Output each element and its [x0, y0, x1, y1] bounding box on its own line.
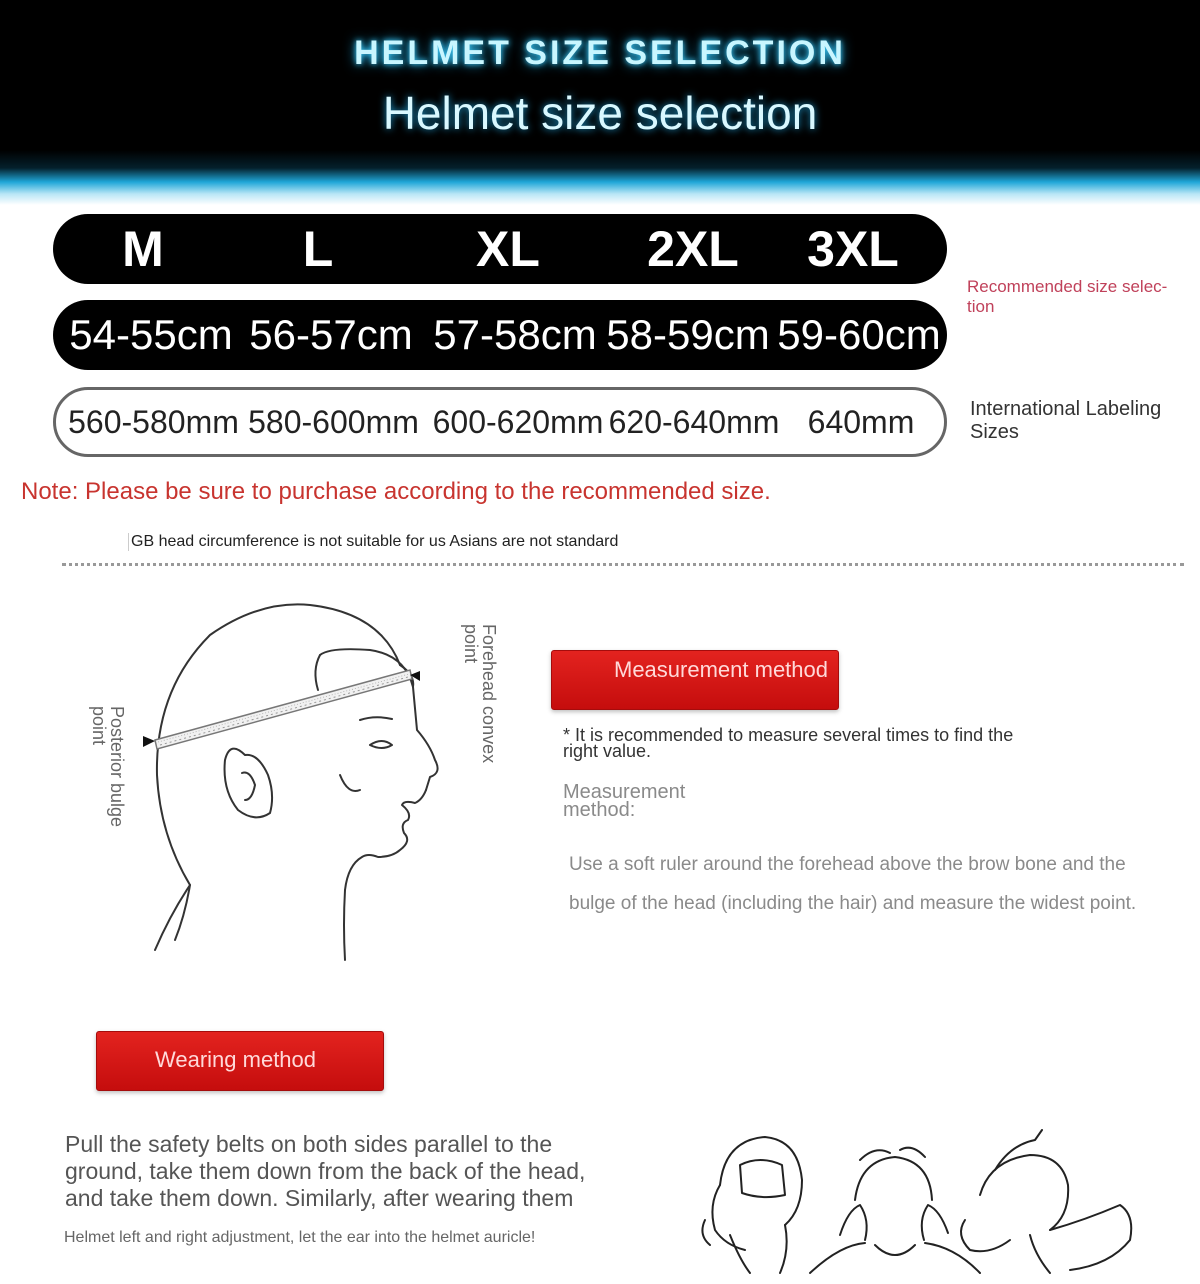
size-label: L: [302, 221, 334, 277]
head-outline: [155, 604, 400, 950]
dotted-divider: [62, 563, 1184, 566]
size-label: XL: [476, 221, 540, 277]
wearing-sketches-illustration: [690, 1125, 1140, 1275]
recommended-size-label: Recommended size selec- tion: [967, 277, 1168, 316]
wearing-adjustment-note: Helmet left and right adjustment, let the ear into the helmet auricle!: [64, 1229, 536, 1246]
measuring-tape: [155, 670, 412, 749]
head-measurement-diagram: [130, 595, 450, 965]
size-mm-value: 560-580mm: [68, 403, 239, 440]
size-mm-value: 640mm: [807, 403, 915, 440]
measurement-heading: Measurement method:: [563, 781, 686, 821]
size-cm-bar: [53, 300, 947, 370]
measurement-description: Use a soft ruler around the forehead above the brow bone and the bulge of the head (including the hair) and measure the widest point.: [569, 854, 1137, 914]
purchase-note: Note: Please be sure to purchase according to the recommended size.: [21, 478, 771, 505]
size-cm-value: 59-60cm: [777, 311, 941, 358]
size-labels-bar: [53, 214, 947, 284]
size-mm-value: 620-640mm: [608, 403, 780, 440]
forehead-convex-label: Forehead convex point: [461, 624, 499, 764]
size-cm-value: 57-58cm: [433, 311, 597, 358]
size-label: 2XL: [647, 221, 739, 277]
size-cm-value: 54-55cm: [69, 311, 233, 358]
page-title: HELMET SIZE SELECTION: [354, 34, 846, 72]
page-subtitle: Helmet size selection: [382, 87, 818, 139]
measurement-method-button: Measurement method: [551, 650, 839, 710]
international-size-label: International Labeling Sizes: [970, 398, 1162, 443]
size-mm-value: 580-600mm: [248, 403, 419, 440]
size-cm-value: 56-57cm: [249, 311, 413, 358]
posterior-bulge-label: Posterior bulge point: [89, 706, 127, 828]
gb-note: GB head circumference is not suitable for us Asians are not standard: [128, 533, 618, 551]
wearing-method-button: Wearing method: [96, 1031, 384, 1091]
size-label: 3XL: [807, 221, 899, 277]
measure-recommendation: * It is recommended to measure several times to find the right value.: [563, 725, 1014, 761]
size-label: M: [122, 221, 164, 277]
size-mm-bar: [53, 387, 947, 457]
size-mm-value: 600-620mm: [432, 403, 604, 440]
posterior-arrow-icon: [143, 736, 155, 747]
wearing-description: Pull the safety belts on both sides parallel to the ground, take them down from the back of the head, and take them down. Similarly, after wearing them: [65, 1131, 586, 1211]
size-cm-value: 58-59cm: [606, 311, 770, 358]
